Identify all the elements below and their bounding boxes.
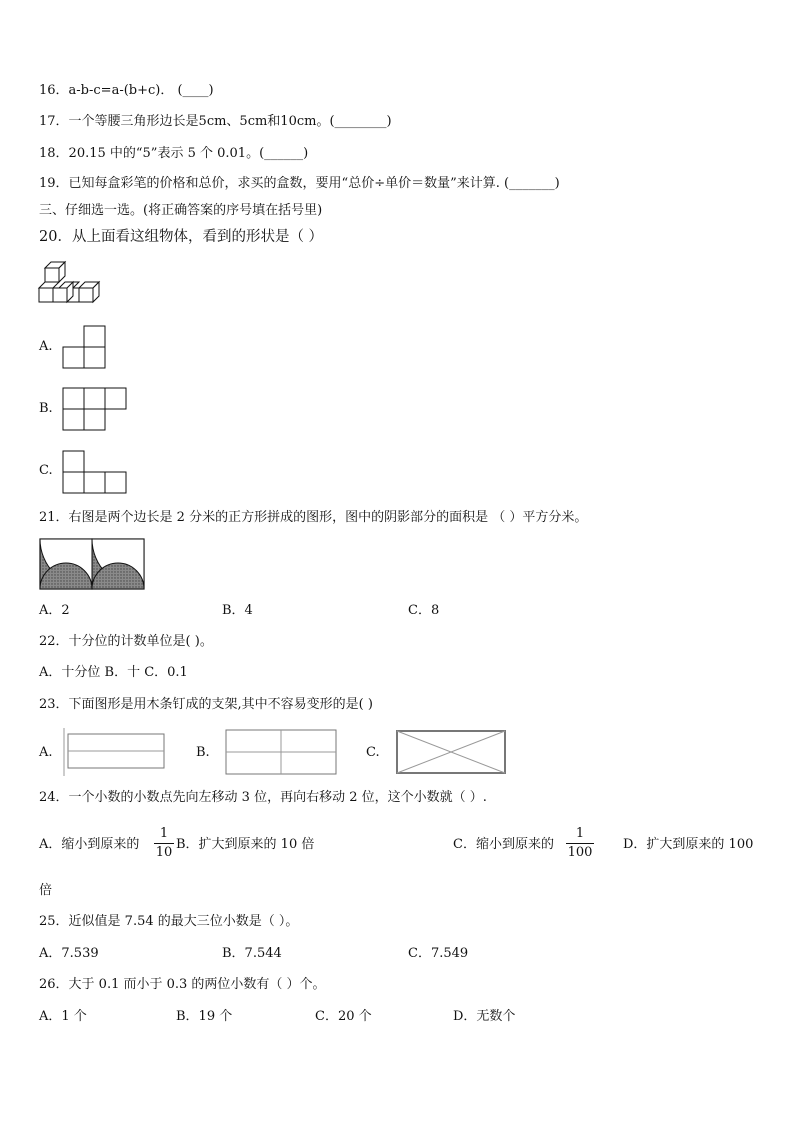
option-21-c: C．8 (408, 603, 440, 618)
option-24-d-continued: 倍 (39, 883, 53, 898)
section-3-heading: 三、仔细选一选。(将正确答案的序号填在括号里) (39, 203, 323, 218)
option-20-a-label: A. (39, 339, 53, 354)
question-23: 23．下面图形是用木条钉成的支架,其中不容易变形的是( ) (39, 697, 373, 712)
fraction-denominator: 10 (155, 845, 173, 860)
question-21: 21．右图是两个边长是 2 分米的正方形拼成的图形，图中的阴影部分的面积是 （ ）平方分米。 (39, 510, 588, 525)
option-26-a: A．1 个 (39, 1009, 87, 1024)
option-23-a-rectangle (60, 726, 168, 778)
option-25-c: C．7.549 (408, 946, 469, 961)
question-16: 16．a-b-c=a-(b+c)． (____) (39, 83, 214, 98)
shaded-squares-figure (39, 538, 145, 590)
option-23-c-label: C. (366, 745, 380, 760)
question-17: 17．一个等腰三角形边长是5cm、5cm和10cm。(________) (39, 114, 392, 129)
option-21-b: B．4 (222, 603, 253, 618)
option-24-a-fraction (154, 826, 174, 861)
option-20-b-shape (62, 386, 128, 432)
option-21-a: A．2 (39, 603, 70, 618)
option-23-a-label: A. (39, 745, 53, 760)
fraction-numerator: 1 (575, 826, 585, 841)
question-26: 26．大于 0.1 而小于 0.3 的两位小数有（ ）个。 (39, 977, 326, 992)
option-25-b: B．7.544 (222, 946, 282, 961)
fraction-denominator: 100 (567, 845, 593, 860)
option-23-b-label: B. (196, 745, 210, 760)
question-18: 18．20.15 中的“5”表示 5 个 0.01。(______) (39, 146, 309, 161)
option-24-c-fraction (566, 826, 594, 861)
question-19: 19．已知每盒彩笔的价格和总价，求买的盒数，要用“总价÷单价＝数量”来计算. (_______) (39, 176, 560, 191)
question-20: 20．从上面看这组物体，看到的形状是（ ） (39, 229, 324, 245)
option-20-c-label: C. (39, 463, 53, 478)
question-24: 24．一个小数的小数点先向左移动 3 位，再向右移动 2 位，这个小数就（ ）. (39, 790, 487, 805)
question-22: 22．十分位的计数单位是( )。 (39, 634, 213, 649)
option-23-c-rectangle (394, 728, 508, 776)
option-24-c-text: C．缩小到原来的 (453, 837, 554, 852)
option-20-b-label: B. (39, 401, 53, 416)
option-26-d: D．无数个 (453, 1009, 516, 1024)
option-20-c-shape (62, 449, 128, 495)
options-22: A．十分位 B．十 C．0.1 (39, 665, 188, 680)
option-26-c: C．20 个 (315, 1009, 372, 1024)
option-24-a-text: A．缩小到原来的 (39, 837, 140, 852)
option-23-b-rectangle (224, 728, 338, 776)
option-26-b: B．19 个 (176, 1009, 233, 1024)
cube-stack-figure (36, 260, 102, 306)
option-24-b: B．扩大到原来的 10 倍 (176, 837, 315, 852)
option-25-a: A．7.539 (39, 946, 99, 961)
question-25: 25．近似值是 7.54 的最大三位小数是（ ）。 (39, 914, 299, 929)
option-20-a-shape (62, 324, 108, 370)
option-24-d: D．扩大到原来的 100 (623, 837, 754, 852)
fraction-numerator: 1 (159, 826, 169, 841)
